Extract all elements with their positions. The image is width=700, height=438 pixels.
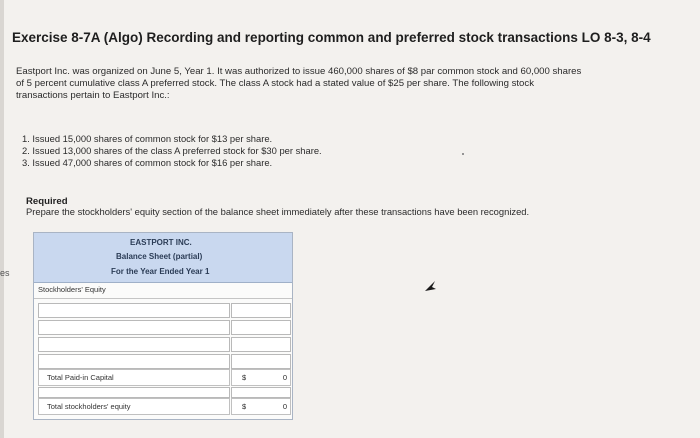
account-label-input[interactable] [38, 387, 230, 398]
total-equity-label: Total stockholders' equity [47, 402, 131, 411]
exercise-title: Exercise 8-7A (Algo) Recording and reporting common and preferred stock transactions LO 8-3, 8-4 [12, 30, 651, 45]
total-paid-in-amount [231, 369, 291, 386]
transaction-item: 3. Issued 47,000 shares of common stock for $16 per share. [22, 157, 273, 168]
total-paid-in-label: Total Paid-in Capital [47, 373, 114, 382]
intro-line: of 5 percent cumulative class A preferred stock. The class A stock had a stated value of $25 per share. The following stock [16, 78, 534, 89]
section-label: Stockholders' Equity [38, 285, 106, 294]
account-label-input[interactable] [38, 337, 230, 352]
account-amount-input[interactable] [231, 354, 291, 369]
total-equity-row [38, 398, 230, 415]
required-heading: Required [26, 196, 68, 207]
intro-line: transactions pertain to Eastport Inc.: [16, 90, 170, 101]
account-amount-input[interactable] [231, 303, 291, 318]
mouse-pointer-icon [424, 279, 438, 293]
account-label-input[interactable] [38, 320, 230, 335]
account-amount-input[interactable] [231, 387, 291, 398]
company-name: EASTPORT INC. [130, 238, 192, 247]
transaction-item: 2. Issued 13,000 shares of the class A preferred stock for $30 per share. [22, 145, 322, 156]
statement-name: Balance Sheet (partial) [116, 252, 203, 261]
account-amount-input[interactable] [231, 320, 291, 335]
transaction-item: 1. Issued 15,000 shares of common stock for $13 per share. [22, 133, 273, 144]
intro-line: Eastport Inc. was organized on June 5, Year 1. It was authorized to issue 460,000 shares of $8 par common stock and 60,000 shares [16, 66, 582, 77]
balance-sheet-header [34, 233, 292, 283]
section-heading-row [34, 282, 292, 299]
edge-label: es [0, 268, 10, 278]
total-equity-amount [231, 398, 291, 415]
statement-period: For the Year Ended Year 1 [111, 267, 210, 276]
intro-paragraph [16, 66, 676, 102]
stray-dot [462, 153, 464, 155]
balance-sheet-form [33, 232, 293, 420]
account-label-input[interactable] [38, 303, 230, 318]
left-panel-edge [0, 0, 4, 438]
account-label-input[interactable] [38, 354, 230, 369]
currency-symbol: $ [242, 373, 247, 382]
total-paid-in-row [38, 369, 230, 386]
required-instructions: Prepare the stockholders' equity section of the balance sheet immediately after these transactions have been recognized. [26, 206, 530, 217]
total-paid-in-value: 0 [282, 373, 287, 382]
account-amount-input[interactable] [231, 337, 291, 352]
transaction-list [22, 133, 322, 169]
total-equity-value: 0 [282, 402, 287, 411]
currency-symbol: $ [242, 402, 247, 411]
